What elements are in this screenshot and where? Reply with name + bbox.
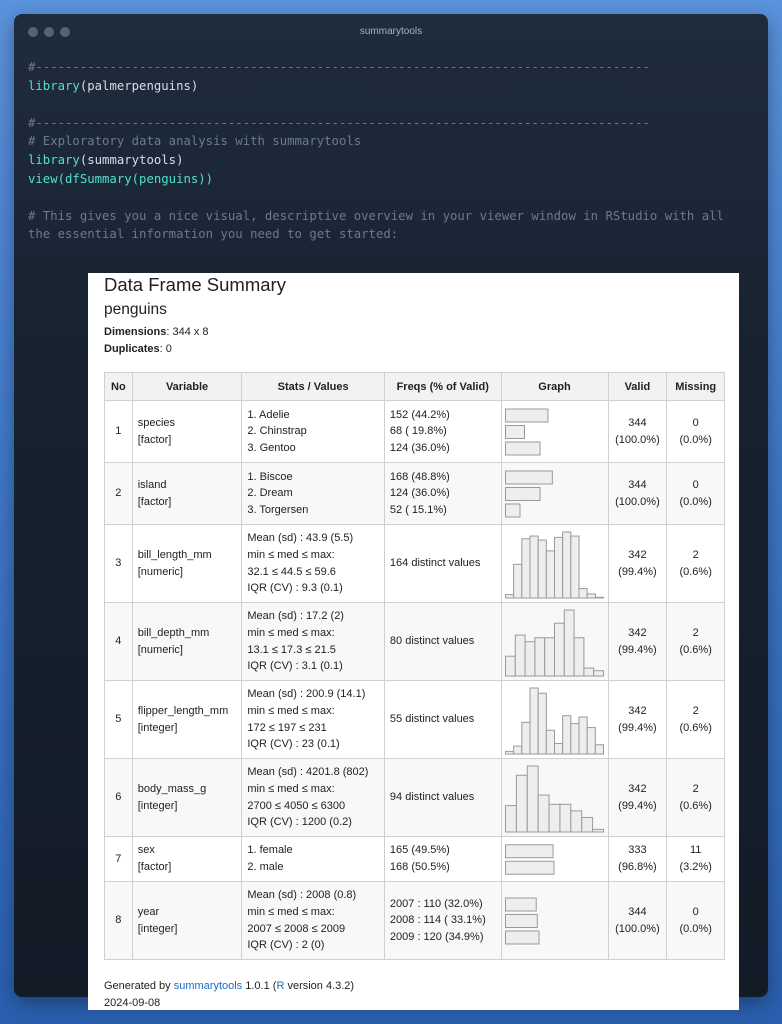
stats-line: 32.1 ≤ 44.5 ≤ 59.6 [247,565,336,578]
freq-bar [505,504,519,517]
freq-bar [505,931,539,944]
freqs-cell [384,401,501,463]
histogram-bar [544,637,554,675]
variable-cell [132,837,242,882]
histogram-bar [554,537,562,598]
mini-graph [505,885,605,957]
table-row [105,882,725,960]
graph-cell [501,463,608,525]
header-stats: Stats / Values [242,373,385,401]
histogram-bar [538,693,546,754]
histogram-bar [505,594,513,597]
missing-cell [667,837,725,882]
missing-line: (0.6%) [679,643,712,656]
table-row [105,759,725,837]
missing-cell [667,603,725,681]
code-function: library [28,78,80,93]
stats-line: Mean (sd) : 200.9 (14.1) [247,688,366,701]
stats-line: min ≤ med ≤ max: [247,782,335,795]
variable-cell [132,525,242,603]
histogram-bar [505,656,515,676]
code-call-line [28,151,758,170]
mini-graph [505,684,605,756]
histogram-bar [521,722,529,754]
stats-line: IQR (CV) : 3.1 (0.1) [247,660,343,673]
freq-line: 80 distinct values [389,635,475,648]
stats-line: 172 ≤ 197 ≤ 231 [247,721,327,734]
missing-line: 2 [692,548,699,561]
code-argument: palmerpenguins [87,78,191,93]
freq-line: 68 ( 19.8%) [389,425,447,438]
histogram-bar [513,746,521,754]
code-paren: ( [79,152,88,167]
mini-graph [505,762,605,834]
code-comment-line: # Exploratory data analysis with summarytools [28,134,362,149]
summary-title: Data Frame Summary [104,274,286,295]
code-paren: ( [79,78,88,93]
header-graph: Graph [501,373,608,401]
code-function: library [28,152,80,167]
code-comment-line: # This gives you a nice visual, descriptive overview in your viewer window in RStudio with all [28,208,724,223]
histogram-bar [546,730,554,754]
duplicates-info [104,343,172,355]
histogram-bar [521,538,529,597]
freq-line: 52 ( 15.1%) [389,503,447,516]
row-number: 8 [105,882,133,960]
missing-line: (0.0%) [679,922,712,935]
stats-line: Mean (sd) : 17.2 (2) [247,610,344,623]
missing-line: 11 [689,844,702,857]
stats-line: Mean (sd) : 2008 (0.8) [247,889,357,902]
stats-line: min ≤ med ≤ max: [247,626,335,639]
freq-line: 124 (36.0%) [389,487,450,500]
header-valid: Valid [608,373,667,401]
valid-line: 342 [628,782,647,795]
freqs-cell [384,882,501,960]
dimensions-value: : 344 x 8 [166,326,209,338]
freq-line: 168 (50.5%) [389,861,450,873]
histogram-bar [515,635,525,676]
stats-line: Mean (sd) : 43.9 (5.5) [247,532,354,545]
variable-line: [factor] [137,433,172,446]
graph-cell [501,681,608,759]
valid-line: (99.4%) [618,565,657,578]
freq-line: 2008 : 114 ( 33.1%) [389,914,486,927]
graph-cell [501,401,608,463]
mini-graph [505,528,605,600]
dataset-name: penguins [104,301,167,318]
stats-line: 1. Adelie [247,408,290,421]
histogram-bar [570,723,578,753]
stats-cell [242,837,385,882]
histogram-bar [527,766,538,832]
histogram-bar [579,588,587,597]
table-row [105,463,725,525]
code-call-line [28,77,758,96]
freq-bar [505,861,553,874]
histogram-bar [554,743,562,754]
variable-line: island [137,478,167,491]
code-argument: summarytools [87,152,177,167]
title-bar [14,14,768,50]
stats-line: min ≤ med ≤ max: [247,905,335,918]
code-comment-line: #----------------------------------------------------------------------------------- [28,115,650,130]
freq-line: 168 (48.8%) [389,470,450,483]
histogram-bar [579,717,587,754]
histogram-bar [562,532,570,598]
variable-cell [132,463,242,525]
stats-line: 2. Chinstrap [247,425,307,438]
code-call-line: view(dfSummary(penguins)) [28,171,214,186]
table-row [105,837,725,882]
valid-line: (99.4%) [618,721,657,734]
footer-generated-text: Generated by [104,980,174,992]
table-header-row [105,373,725,401]
stats-cell [242,525,385,603]
valid-line: (100.0%) [615,922,660,935]
stats-line: IQR (CV) : 9.3 (0.1) [247,582,343,595]
freqs-cell [384,681,501,759]
summary-table [104,372,725,960]
footer-generated [104,978,354,995]
histogram-bar [546,550,554,597]
valid-cell [608,401,667,463]
stats-line: IQR (CV) : 23 (0.1) [247,738,340,751]
freq-line: 165 (49.5%) [389,844,450,857]
row-number: 5 [105,681,133,759]
missing-line: (0.0%) [679,433,712,446]
stats-line: Mean (sd) : 4201.8 (802) [247,766,369,779]
graph-cell [501,525,608,603]
footer-version: 1.0.1 ( [242,980,277,992]
stats-cell [242,882,385,960]
variable-cell [132,759,242,837]
code-comment-line: #----------------------------------------------------------------------------------- [28,60,650,74]
valid-line: (100.0%) [615,433,660,446]
missing-cell [667,401,725,463]
freqs-cell [384,837,501,882]
histogram-bar [574,637,584,675]
histogram-bar [538,795,549,832]
histogram-bar [516,775,527,832]
freq-bar [505,487,540,500]
missing-line: 0 [692,416,699,429]
missing-line: (0.6%) [679,799,712,812]
histogram-bar [513,564,521,598]
freq-line: 124 (36.0%) [389,441,450,454]
freq-bar [505,898,536,911]
valid-line: 342 [628,626,647,639]
histogram-bar [581,817,592,832]
graph-cell [501,882,608,960]
missing-cell [667,681,725,759]
freq-line: 94 distinct values [389,791,475,804]
stats-cell [242,603,385,681]
code-paren: ) [190,78,199,93]
table-row [105,603,725,681]
variable-line: [factor] [137,861,172,873]
dimensions-label: Dimensions [104,326,167,338]
code-blank-line [28,95,758,114]
freq-line: 55 distinct values [389,713,475,726]
graph-cell [501,603,608,681]
variable-cell [132,401,242,463]
missing-line: (3.2%) [679,861,712,873]
missing-line: 2 [692,626,699,639]
stats-line: IQR (CV) : 1200 (0.2) [247,816,352,829]
histogram-bar [583,668,593,676]
freq-line: 2007 : 110 (32.0%) [389,897,483,910]
valid-line: (96.8%) [618,861,657,873]
missing-line: (0.6%) [679,721,712,734]
row-number: 7 [105,837,133,882]
variable-cell [132,603,242,681]
variable-line: [numeric] [137,565,183,578]
valid-line: 333 [628,844,647,857]
mini-graph [505,404,605,460]
valid-cell [608,759,667,837]
code-paren: ) [176,152,184,167]
valid-line: (99.4%) [618,799,657,812]
histogram-bar [593,670,603,675]
variable-line: [integer] [137,799,178,812]
histogram-bar [549,804,560,832]
histogram-bar [505,805,516,831]
freq-bar [505,471,552,484]
table-row [105,401,725,463]
stats-line: min ≤ med ≤ max: [247,548,335,561]
histogram-bar [554,623,564,676]
freq-bar [505,914,537,927]
stats-cell [242,759,385,837]
freqs-cell [384,603,501,681]
variable-line: [numeric] [137,643,183,656]
code-editor [28,58,758,244]
code-comment-line: the essential information you need to get started: [28,227,399,242]
histogram-bar [570,810,581,831]
valid-line: 344 [628,905,647,918]
variable-line: [integer] [137,922,178,935]
freqs-cell [384,463,501,525]
duplicates-value: : 0 [159,343,172,355]
variable-line: year [137,905,160,918]
variable-line: species [137,416,176,429]
valid-cell [608,837,667,882]
missing-line: 0 [692,478,699,491]
r-link[interactable]: R [276,980,285,992]
variable-line: [factor] [137,495,172,508]
freq-line: 164 distinct values [389,557,481,570]
valid-cell [608,681,667,759]
window-title: summarytools [359,26,423,37]
histogram-bar [570,536,578,598]
stats-line: 1. Biscoe [247,470,293,483]
variable-line: bill_length_mm [137,548,212,561]
valid-line: 342 [628,548,647,561]
stats-line: IQR (CV) : 2 (0) [247,939,325,952]
code-blank-line [28,188,758,207]
stats-line: min ≤ med ≤ max: [247,704,335,717]
missing-cell [667,525,725,603]
histogram-bar [562,715,570,753]
footer-date: 2024-09-08 [104,997,161,1009]
freq-bar [505,844,553,857]
histogram-bar [559,804,570,832]
stats-line: 3. Torgersen [247,503,309,516]
summary-viewer [88,273,739,1010]
histogram-bar [534,637,544,675]
missing-line: 2 [692,704,699,717]
header-missing: Missing [667,373,725,401]
footer-r-version: version 4.3.2) [284,980,355,992]
variable-line: [integer] [137,721,178,734]
freq-line: 2009 : 120 (34.9%) [389,930,484,943]
histogram-bar [530,688,538,754]
duplicates-label: Duplicates [104,343,160,355]
stats-line: 2. Dream [247,487,293,500]
stats-line: 2700 ≤ 4050 ≤ 6300 [247,799,346,812]
missing-cell [667,759,725,837]
freq-line: 152 (44.2%) [389,408,450,421]
row-number: 1 [105,401,133,463]
table-row [105,525,725,603]
stats-line: 2007 ≤ 2008 ≤ 2009 [247,922,346,935]
variable-line: bill_depth_mm [137,626,210,639]
valid-line: 342 [628,704,647,717]
missing-line: 2 [692,782,699,795]
header-freqs: Freqs (% of Valid) [384,373,501,401]
valid-cell [608,882,667,960]
freqs-cell [384,759,501,837]
stats-line: 3. Gentoo [247,441,296,454]
histogram-bar [595,744,603,753]
valid-line: 344 [628,478,647,491]
missing-line: (0.0%) [679,495,712,508]
stats-line: 13.1 ≤ 17.3 ≤ 21.5 [247,643,336,656]
missing-line: (0.6%) [679,565,712,578]
stats-cell [242,463,385,525]
valid-line: (100.0%) [615,495,660,508]
valid-cell [608,603,667,681]
dimensions-info [104,326,209,338]
variable-line: sex [137,844,155,857]
row-number: 3 [105,525,133,603]
stats-cell [242,681,385,759]
freqs-cell [384,525,501,603]
variable-line: flipper_length_mm [137,704,229,717]
stats-line: 2. male [247,861,284,873]
stats-line: 1. female [247,844,293,857]
missing-cell [667,882,725,960]
graph-cell [501,837,608,882]
valid-line: (99.4%) [618,643,657,656]
mini-graph [505,840,605,879]
mini-graph [505,606,605,678]
valid-line: 344 [628,416,647,429]
footer [104,978,354,1012]
table-row [105,681,725,759]
row-number: 4 [105,603,133,681]
missing-line: 0 [692,905,699,918]
freq-bar [505,409,547,422]
summarytools-link[interactable]: summarytools [173,980,243,992]
header-no: No [105,373,133,401]
freq-bar [505,442,540,455]
variable-cell [132,882,242,960]
histogram-bar [564,610,574,676]
valid-cell [608,525,667,603]
app-window [14,14,768,1009]
header-variable: Variable [132,373,242,401]
histogram-bar [538,540,546,598]
mini-graph [505,466,605,522]
variable-cell [132,681,242,759]
histogram-bar [587,593,595,597]
row-number: 2 [105,463,133,525]
row-number: 6 [105,759,133,837]
histogram-bar [525,641,535,675]
variable-line: body_mass_g [137,782,207,795]
histogram-bar [530,536,538,598]
freq-bar [505,425,524,438]
graph-cell [501,759,608,837]
missing-cell [667,463,725,525]
histogram-bar [587,727,595,753]
stats-cell [242,401,385,463]
valid-cell [608,463,667,525]
